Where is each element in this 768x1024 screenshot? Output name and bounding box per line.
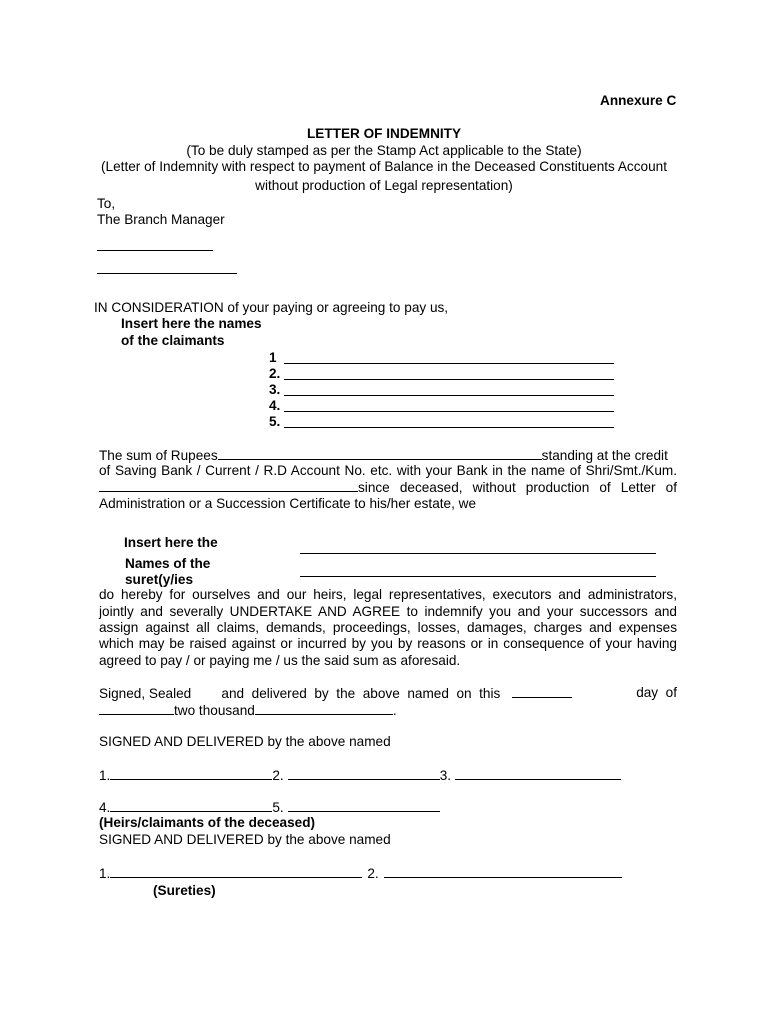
surety-signature-line-2 [384,864,622,878]
sureties-row [99,864,622,882]
signed-line-2 [99,701,397,719]
undertaking-line-1: do hereby for ourselves and our heirs, legal representatives, executors and administrators, [99,587,677,602]
undertaking-line-4: which may be raised against or incurred by you by reasons or in consequence of your having [99,636,677,651]
claimant-number-5: 5. [269,414,281,429]
heirs-caption: (Heirs/claimants of the deceased) [99,815,316,830]
sureties-note-line-2: Names of the [125,556,211,571]
annexure-label: Annexure C [600,93,677,108]
claimant-line-3 [284,395,614,396]
two-thousand-text: two thousand [174,703,255,718]
sureties-caption: (Sureties) [153,883,216,898]
sureties-signed-heading: SIGNED AND DELIVERED by the above named [99,832,391,847]
document-title: LETTER OF INDEMNITY [306,126,462,141]
consideration-text: IN CONSIDERATION of your paying or agreeing to pay us, [94,300,449,315]
claimant-number-4: 4. [269,398,281,413]
claimant-line-1 [284,363,614,364]
stamp-note: (To be duly stamped as per the Stamp Act applicable to the State) [186,143,582,158]
signed-line-1 [99,684,677,702]
heir-signature-line-4 [110,798,272,812]
sum-line-3 [99,478,677,496]
surety-number-1: 1. [99,866,111,881]
address-blank-line-1 [97,250,213,251]
since-deceased-text: since deceased, without production of Letter of [358,480,677,495]
heir-number-2: 2. [272,768,284,783]
sum-line-4: Administration or a Succession Certificate to his/her estate, we [99,496,477,511]
undertaking-line-5: agreed to pay / or paying me / us the said sum as aforesaid. [99,653,461,668]
deceased-name-blank [99,478,358,492]
signed-period: . [392,703,397,718]
heir-number-1: 1. [99,768,111,783]
claimant-line-2 [284,379,614,380]
heir-signature-line-2 [288,766,440,780]
heir-signature-line-5 [288,798,440,812]
sum-blank [218,446,542,460]
claimant-line-4 [284,411,614,412]
surety-number-2: 2. [367,866,379,881]
subtitle-line-2: without production of Legal representation) [255,178,513,193]
sureties-note-line-3: suret(y/ies [125,572,194,587]
surety-signature-line-1 [110,864,362,878]
claimant-line-5 [284,427,614,428]
surety-name-line-1 [300,553,656,554]
standing-text: standing at the credit [541,448,668,463]
heir-signature-line-3 [455,766,621,780]
sum-line-2: of Saving Bank / Current / R.D Account No. etc. with your Bank in the name of Shri/Smt./Kum. [99,463,677,478]
heir-number-5: 5. [272,800,284,815]
heirs-row-1 [99,766,621,784]
undertaking-line-2: jointly and severally UNDERTAKE AND AGREE to indemnify you and your successors and [99,604,677,619]
claimants-note-line-2: of the claimants [121,333,225,348]
day-of-text: day of [636,685,677,700]
addressee-name: The Branch Manager [97,212,225,227]
surety-name-line-2 [300,576,656,577]
subtitle-line-1: (Letter of Indemnity with respect to payment of Balance in the Deceased Constituents Account [101,159,667,174]
signed-sealed-text: Signed, Sealed and delivered by the above named on this [99,686,501,701]
heir-signature-line-1 [110,766,272,780]
heir-number-4: 4. [99,800,111,815]
undertaking-line-3: assign against all claims, demands, proceedings, losses, damages, charges and expenses [99,620,677,635]
month-blank [99,701,174,715]
heir-number-3: 3. [439,768,452,783]
claimants-note-line-1: Insert here the names [121,316,262,331]
sum-label: The sum of Rupees [99,448,218,463]
heirs-signed-heading: SIGNED AND DELIVERED by the above named [99,734,391,749]
year-blank [255,701,393,715]
claimant-number-3: 3. [269,382,281,397]
to-label: To, [97,196,116,211]
day-blank [512,684,572,698]
sureties-note-line-1: Insert here the [124,535,218,550]
claimant-number-1: 1 [269,350,277,365]
claimant-number-2: 2. [269,366,281,381]
address-blank-line-2 [97,273,237,274]
